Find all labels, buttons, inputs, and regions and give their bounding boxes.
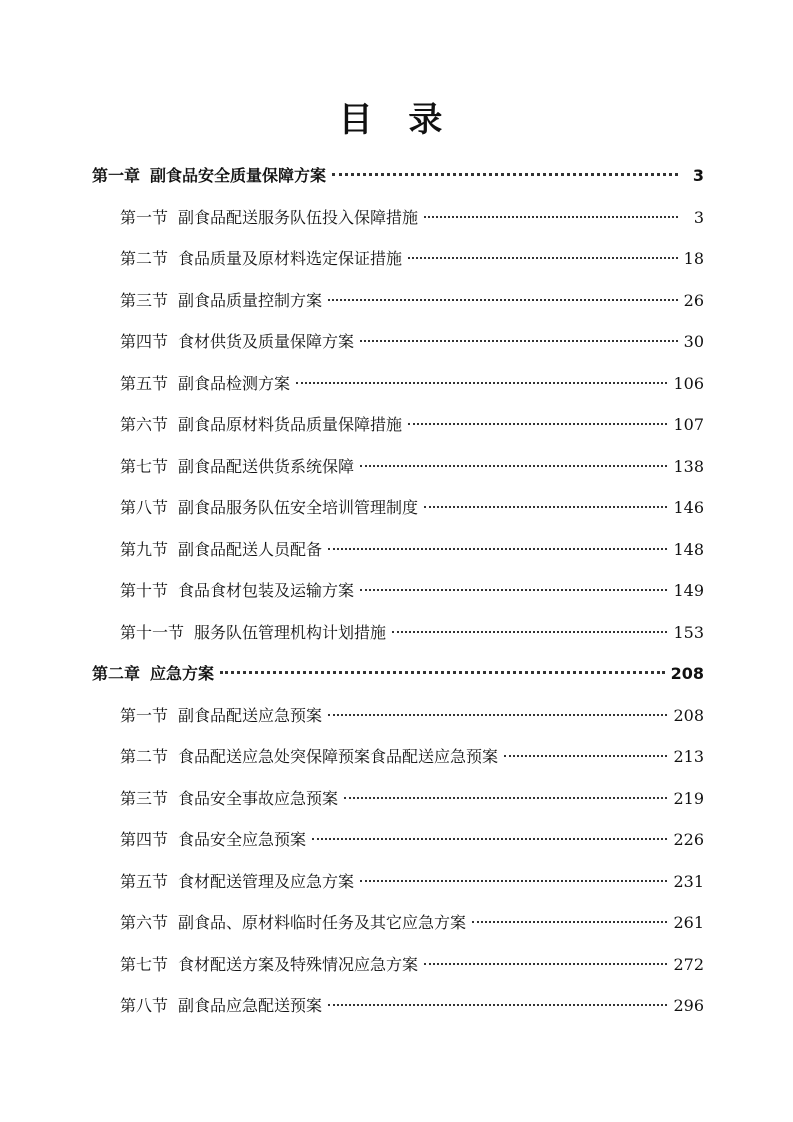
toc-entry-title: 食材配送方案及特殊情况应急方案 [178, 954, 419, 974]
toc-chapter-entry[interactable] [92, 155, 704, 197]
toc-section-entry[interactable] [92, 695, 704, 737]
toc-leader-dots [424, 963, 667, 965]
toc-entry-number: 第六节 [120, 913, 169, 932]
toc-leader-dots [328, 1004, 667, 1006]
toc-entry-number: 第九节 [120, 539, 169, 559]
toc-entry-title: 食品质量及原材料选定保证措施 [178, 249, 403, 268]
toc-entry-title: 副食品服务队伍安全培训管理制度 [178, 498, 419, 517]
toc-entry-page: 149 [673, 581, 704, 600]
toc-section-entry[interactable] [92, 363, 704, 405]
toc-section-entry[interactable] [92, 570, 704, 612]
toc-leader-dots [392, 631, 667, 633]
toc-entry-number: 第八节 [120, 498, 169, 517]
toc-leader-dots [408, 257, 678, 259]
toc-section-entry[interactable] [92, 280, 704, 322]
toc-chapter-entry[interactable] [92, 653, 704, 695]
page-title: 目 录 [338, 100, 455, 140]
toc-section-entry[interactable] [92, 612, 704, 654]
toc-entry-page: 208 [673, 705, 704, 725]
toc-leader-dots [332, 173, 678, 176]
toc-entry-title: 副食品配送人员配备 [178, 539, 323, 559]
toc-entry-page: 18 [683, 249, 704, 268]
toc-section-entry[interactable] [92, 238, 704, 280]
toc-entry-page: 226 [673, 830, 704, 849]
toc-entry-number: 第五节 [120, 373, 169, 393]
toc-entry-title: 副食品配送服务队伍投入保障措施 [178, 207, 419, 227]
toc-entry-title: 服务队伍管理机构计划措施 [194, 622, 387, 642]
toc-entry-title: 副食品检测方案 [178, 373, 291, 393]
toc-entry-title: 副食品质量控制方案 [178, 290, 323, 310]
toc-entry-number: 第二节 [120, 249, 169, 268]
toc-section-entry[interactable] [92, 404, 704, 446]
toc-leader-dots [328, 714, 667, 716]
toc-entry-page: 296 [673, 996, 704, 1015]
toc-entry-number: 第二章 [92, 664, 141, 683]
toc-entry-page: 148 [673, 539, 704, 559]
toc-entry-title: 食品配送应急处突保障预案食品配送应急预案 [178, 747, 499, 766]
toc-entry-title: 食品安全应急预案 [178, 830, 307, 849]
toc-entry-number: 第三节 [120, 290, 169, 310]
toc-section-entry[interactable] [92, 819, 704, 861]
toc-entry-page: 219 [673, 788, 704, 808]
toc-entry-title: 应急方案 [150, 664, 215, 683]
toc-leader-dots [328, 299, 678, 301]
toc-entry-number: 第七节 [120, 954, 169, 974]
toc-entry-title: 食材配送管理及应急方案 [178, 871, 355, 891]
toc-entry-page: 231 [673, 871, 704, 891]
toc-leader-dots [360, 340, 678, 342]
toc-leader-dots [408, 423, 667, 425]
toc-entry-page: 208 [670, 664, 704, 683]
toc-entry-title: 食材供货及质量保障方案 [178, 332, 355, 351]
toc-leader-dots [344, 797, 667, 799]
toc-section-entry[interactable] [92, 902, 704, 944]
toc-entry-number: 第十节 [120, 581, 169, 600]
toc-entry-number: 第二节 [120, 747, 169, 766]
toc-entry-page: 146 [673, 498, 704, 517]
toc-entry-number: 第一节 [120, 207, 169, 227]
toc-entry-page: 153 [673, 622, 704, 642]
toc-section-entry[interactable] [92, 487, 704, 529]
toc-entry-title: 副食品原材料货品质量保障措施 [178, 415, 403, 434]
toc-entry-title: 副食品应急配送预案 [178, 996, 323, 1015]
toc-entry-number: 第五节 [120, 871, 169, 891]
toc-section-entry[interactable] [92, 321, 704, 363]
toc-section-entry[interactable] [92, 861, 704, 903]
toc-section-entry[interactable] [92, 778, 704, 820]
toc-section-entry[interactable] [92, 529, 704, 571]
toc-leader-dots [296, 382, 667, 384]
toc-entry-page: 3 [692, 166, 704, 185]
toc-entry-number: 第六节 [120, 415, 169, 434]
toc-section-entry[interactable] [92, 197, 704, 239]
toc-section-entry[interactable] [92, 446, 704, 488]
toc-entry-title: 副食品安全质量保障方案 [150, 166, 327, 185]
toc-entry-page: 26 [683, 290, 704, 310]
toc-leader-dots [312, 838, 667, 840]
toc-entry-number: 第一节 [120, 705, 169, 725]
toc-leader-dots [424, 216, 678, 218]
toc-entry-title: 食品食材包装及运输方案 [178, 581, 355, 600]
toc-leader-dots [360, 589, 667, 591]
toc-section-entry[interactable] [92, 944, 704, 986]
toc-entry-title: 副食品配送供货系统保障 [178, 456, 355, 476]
toc-leader-dots [472, 921, 667, 923]
toc-leader-dots [504, 755, 667, 757]
toc-leader-dots [328, 548, 667, 550]
toc-entry-page: 261 [673, 913, 704, 932]
toc-section-entry[interactable] [92, 736, 704, 778]
toc-entry-page: 213 [673, 747, 704, 766]
toc-entry-number: 第十一节 [120, 622, 185, 642]
toc-leader-dots [424, 506, 667, 508]
toc-entry-page: 3 [693, 207, 704, 227]
toc-entry-number: 第八节 [120, 996, 169, 1015]
toc-leader-dots [220, 671, 665, 674]
toc-entry-number: 第四节 [120, 830, 169, 849]
toc-entry-page: 107 [673, 415, 704, 434]
toc-entry-number: 第七节 [120, 456, 169, 476]
toc-entry-title: 副食品、原材料临时任务及其它应急方案 [178, 913, 467, 932]
toc-entry-title: 副食品配送应急预案 [178, 705, 323, 725]
toc-leader-dots [360, 880, 667, 882]
toc-section-entry[interactable] [92, 985, 704, 1027]
toc-entry-number: 第三节 [120, 788, 169, 808]
toc-entry-page: 106 [673, 373, 704, 393]
toc-entry-page: 30 [683, 332, 704, 351]
toc-entry-page: 138 [673, 456, 704, 476]
toc-leader-dots [360, 465, 667, 467]
table-of-contents [92, 155, 704, 1027]
toc-entry-page: 272 [673, 954, 704, 974]
toc-entry-number: 第四节 [120, 332, 169, 351]
toc-entry-title: 食品安全事故应急预案 [178, 788, 339, 808]
toc-entry-number: 第一章 [92, 166, 141, 185]
